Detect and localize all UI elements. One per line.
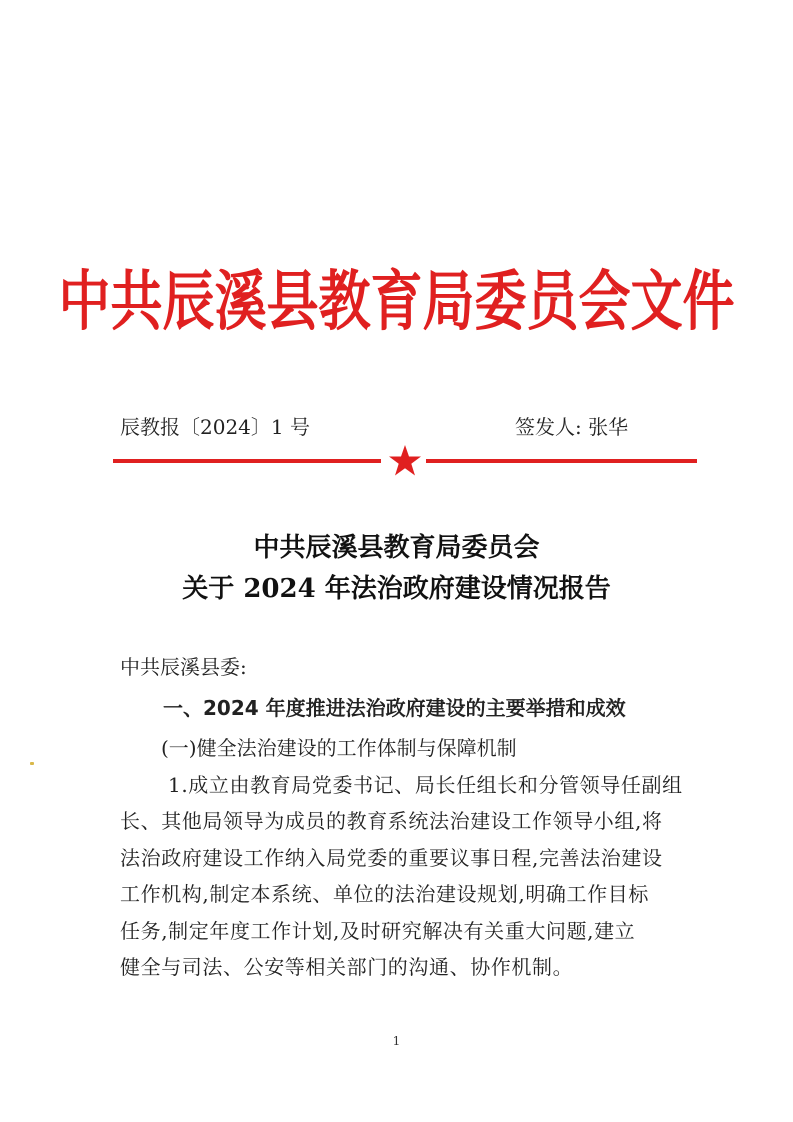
paragraph-line: 任务,制定年度工作计划,及时研究解决有关重大问题,建立 (120, 918, 636, 943)
paragraph-line: 法治政府建设工作纳入局党委的重要议事日程,完善法治建设 (120, 845, 663, 870)
red-star-icon (388, 444, 422, 478)
red-rule-left (113, 459, 381, 463)
red-rule-right (426, 459, 697, 463)
subsection-heading-1: (一)健全法治建设的工作体制与保障机制 (161, 736, 517, 760)
signer-label: 签发人: (515, 415, 582, 439)
paragraph-line: 1.成立由教育局党委书记、局长任组长和分管领导任副组 (168, 773, 683, 797)
paragraph-line: 健全与司法、公安等相关部门的沟通、协作机制。 (120, 955, 574, 980)
signer (515, 413, 628, 441)
section-heading-1: 一、2024 年度推进法治政府建设的主要举措和成效 (163, 696, 626, 720)
salutation: 中共辰溪县委: (120, 655, 247, 679)
report-title-line-1: 中共辰溪县教育局委员会 (253, 533, 540, 563)
report-title-line-2: 关于 2024 年法治政府建设情况报告 (182, 574, 611, 604)
scan-speck (30, 762, 34, 765)
masthead-title: 中共辰溪县教育局委员会文件 (58, 264, 735, 340)
body-paragraph (120, 767, 702, 985)
document-number: 辰教报〔2024〕1 号 (120, 415, 310, 439)
signer-name: 张华 (588, 415, 629, 439)
page-number: 1 (392, 1034, 401, 1048)
paragraph-line: 长、其他局领导为成员的教育系统法治建设工作领导小组,将 (120, 809, 663, 834)
paragraph-line: 工作机构,制定本系统、单位的法治建设规划,明确工作目标 (120, 882, 649, 907)
